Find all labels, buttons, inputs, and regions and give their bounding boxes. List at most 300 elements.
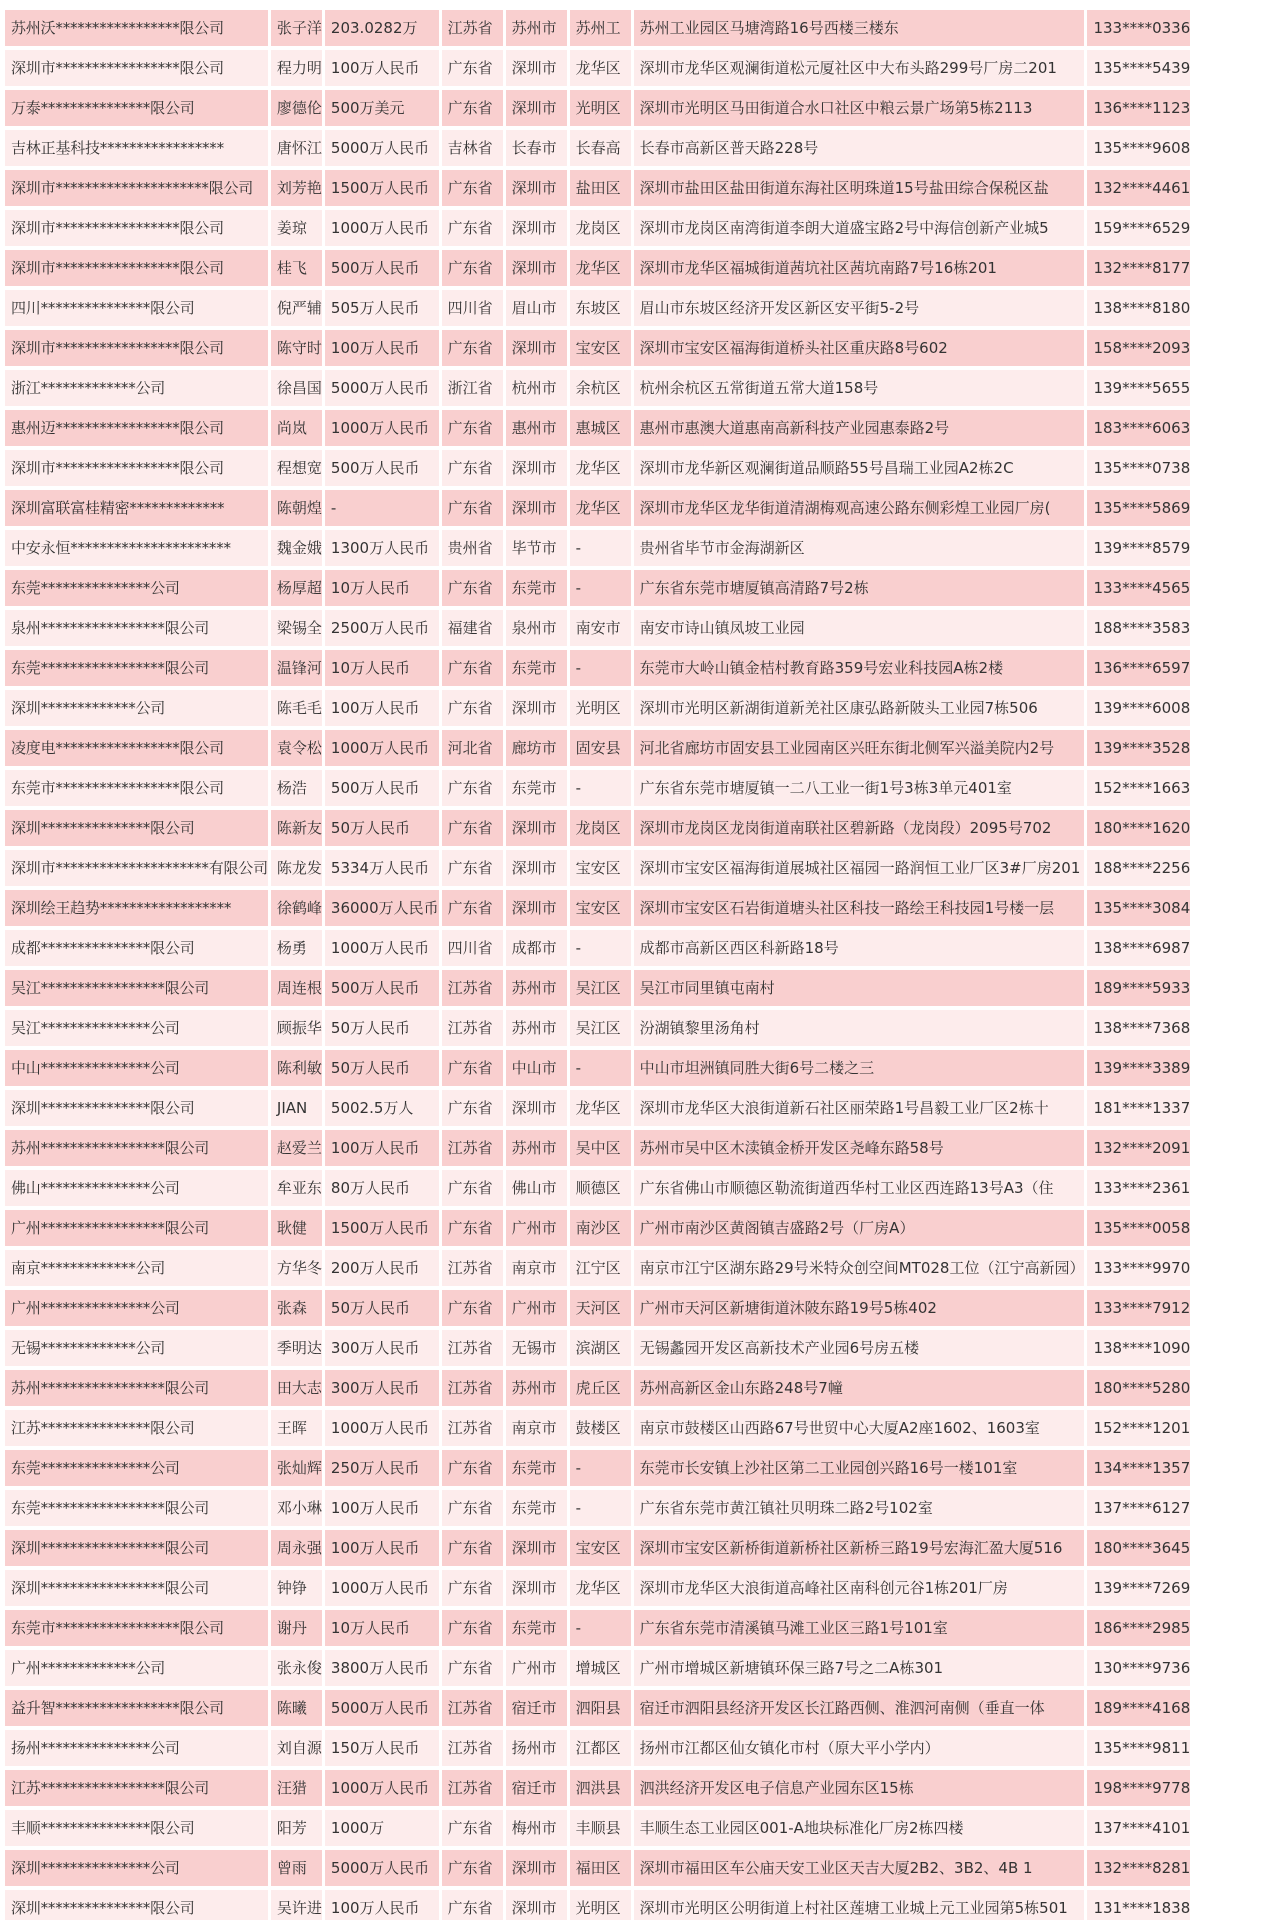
registered-capital-cell: - — [325, 490, 439, 526]
company-name-cell: 深圳*****************限公司 — [5, 1530, 268, 1566]
company-name-cell: 浙江*************公司 — [5, 370, 268, 406]
company-name-cell: 深圳*****************限公司 — [5, 1570, 268, 1606]
phone-cell: 139****8579 — [1087, 530, 1190, 566]
legal-rep-cell: 陈守时 — [271, 330, 322, 366]
company-name-cell: 吴江***************公司 — [5, 1010, 268, 1046]
province-cell: 广东省 — [442, 1530, 503, 1566]
address-cell: 丰顺生态工业园区001-A地块标准化厂房2栋四楼 — [634, 1810, 1085, 1846]
province-cell: 江苏省 — [442, 10, 503, 46]
phone-cell: 135****3084 — [1087, 890, 1190, 926]
company-name-cell: 苏州*****************限公司 — [5, 1130, 268, 1166]
company-name-cell: 丰顺***************限公司 — [5, 1810, 268, 1846]
company-name-cell: 无锡*************公司 — [5, 1330, 268, 1366]
table-row — [5, 1410, 1190, 1446]
table-row — [5, 1330, 1190, 1366]
table-row — [5, 90, 1190, 126]
registered-capital-cell: 50万人民币 — [325, 1050, 439, 1086]
legal-rep-cell: 方华冬 — [271, 1250, 322, 1286]
legal-rep-cell: 陈龙发 — [271, 850, 322, 886]
province-cell: 广东省 — [442, 1570, 503, 1606]
registered-capital-cell: 10万人民币 — [325, 1610, 439, 1646]
registered-capital-cell: 200万人民币 — [325, 1250, 439, 1286]
district-cell: 龙华区 — [570, 250, 631, 286]
registered-capital-cell: 150万人民币 — [325, 1730, 439, 1766]
city-cell: 深圳市 — [506, 210, 567, 246]
province-cell: 江苏省 — [442, 1770, 503, 1806]
district-cell: 光明区 — [570, 1890, 631, 1920]
province-cell: 广东省 — [442, 1090, 503, 1126]
phone-cell: 138****8180 — [1087, 290, 1190, 326]
district-cell: 龙华区 — [570, 1570, 631, 1606]
registered-capital-cell: 100万人民币 — [325, 690, 439, 726]
district-cell: 龙华区 — [570, 50, 631, 86]
address-cell: 杭州余杭区五常街道五常大道158号 — [634, 370, 1085, 406]
company-name-cell: 东莞***************公司 — [5, 1450, 268, 1486]
phone-cell: 139****6008 — [1087, 690, 1190, 726]
district-cell: 光明区 — [570, 90, 631, 126]
company-name-cell: 江苏*****************限公司 — [5, 1770, 268, 1806]
legal-rep-cell: 尚岚 — [271, 410, 322, 446]
table-row — [5, 530, 1190, 566]
address-cell: 深圳市光明区公明街道上村社区莲塘工业城上元工业园第5栋501 — [634, 1890, 1085, 1920]
phone-cell: 180****1620 — [1087, 810, 1190, 846]
province-cell: 广东省 — [442, 1890, 503, 1920]
registered-capital-cell: 100万人民币 — [325, 330, 439, 366]
district-cell: - — [570, 530, 631, 566]
city-cell: 泉州市 — [506, 610, 567, 646]
table-row — [5, 1170, 1190, 1206]
city-cell: 广州市 — [506, 1650, 567, 1686]
province-cell: 广东省 — [442, 90, 503, 126]
table-row — [5, 1850, 1190, 1886]
city-cell: 深圳市 — [506, 490, 567, 526]
company-name-cell: 佛山***************公司 — [5, 1170, 268, 1206]
registered-capital-cell: 203.0282万 — [325, 10, 439, 46]
table-row — [5, 1450, 1190, 1486]
legal-rep-cell: 梁锡全 — [271, 610, 322, 646]
legal-rep-cell: 邓小琳 — [271, 1490, 322, 1526]
table-row — [5, 1610, 1190, 1646]
district-cell: 江宁区 — [570, 1250, 631, 1286]
district-cell: - — [570, 1490, 631, 1526]
company-name-cell: 广州*************公司 — [5, 1650, 268, 1686]
address-cell: 广东省佛山市顺德区勒流街道西华村工业区西连路13号A3（住 — [634, 1170, 1085, 1206]
district-cell: 固安县 — [570, 730, 631, 766]
registered-capital-cell: 10万人民币 — [325, 650, 439, 686]
district-cell: 江都区 — [570, 1730, 631, 1766]
table-row — [5, 1210, 1190, 1246]
table-row — [5, 570, 1190, 606]
province-cell: 广东省 — [442, 890, 503, 926]
address-cell: 惠州市惠澳大道惠南高新科技产业园惠泰路2号 — [634, 410, 1085, 446]
registered-capital-cell: 100万人民币 — [325, 1890, 439, 1920]
district-cell: - — [570, 770, 631, 806]
province-cell: 江苏省 — [442, 1410, 503, 1446]
district-cell: 顺德区 — [570, 1170, 631, 1206]
phone-cell: 198****9778 — [1087, 1770, 1190, 1806]
legal-rep-cell: 程想宽 — [271, 450, 322, 486]
table-row — [5, 1050, 1190, 1086]
province-cell: 广东省 — [442, 410, 503, 446]
city-cell: 深圳市 — [506, 1570, 567, 1606]
phone-cell: 135****9608 — [1087, 130, 1190, 166]
city-cell: 深圳市 — [506, 1890, 567, 1920]
registered-capital-cell: 5000万人民币 — [325, 370, 439, 406]
legal-rep-cell: 陈曦 — [271, 1690, 322, 1726]
district-cell: 吴中区 — [570, 1130, 631, 1166]
province-cell: 广东省 — [442, 850, 503, 886]
province-cell: 广东省 — [442, 690, 503, 726]
table-row — [5, 890, 1190, 926]
phone-cell: 139****3389 — [1087, 1050, 1190, 1086]
legal-rep-cell: 田大志 — [271, 1370, 322, 1406]
legal-rep-cell: 季明达 — [271, 1330, 322, 1366]
province-cell: 吉林省 — [442, 130, 503, 166]
district-cell: 光明区 — [570, 690, 631, 726]
address-cell: 深圳市龙华区大浪街道新石社区丽荣路1号昌毅工业厂区2栋十 — [634, 1090, 1085, 1126]
registered-capital-cell: 300万人民币 — [325, 1330, 439, 1366]
district-cell: 宝安区 — [570, 850, 631, 886]
address-cell: 广州市南沙区黄阁镇吉盛路2号（厂房A） — [634, 1210, 1085, 1246]
city-cell: 毕节市 — [506, 530, 567, 566]
registered-capital-cell: 500万美元 — [325, 90, 439, 126]
province-cell: 广东省 — [442, 1290, 503, 1326]
company-name-cell: 深圳市*****************限公司 — [5, 50, 268, 86]
city-cell: 深圳市 — [506, 850, 567, 886]
address-cell: 眉山市东坡区经济开发区新区安平街5-2号 — [634, 290, 1085, 326]
province-cell: 河北省 — [442, 730, 503, 766]
legal-rep-cell: 耿健 — [271, 1210, 322, 1246]
address-cell: 扬州市江都区仙女镇化市村（原大平小学内） — [634, 1730, 1085, 1766]
district-cell: 宝安区 — [570, 890, 631, 926]
phone-cell: 139****7269 — [1087, 1570, 1190, 1606]
address-cell: 深圳市龙华区大浪街道高峰社区南科创元谷1栋201厂房 — [634, 1570, 1085, 1606]
phone-cell: 133****2361 — [1087, 1170, 1190, 1206]
address-cell: 广东省东莞市塘厦镇高清路7号2栋 — [634, 570, 1085, 606]
phone-cell: 133****0336 — [1087, 10, 1190, 46]
legal-rep-cell: 唐怀江 — [271, 130, 322, 166]
phone-cell: 138****6987 — [1087, 930, 1190, 966]
city-cell: 深圳市 — [506, 250, 567, 286]
registered-capital-cell: 1000万人民币 — [325, 930, 439, 966]
address-cell: 广东省东莞市塘厦镇一二八工业一街1号3栋3单元401室 — [634, 770, 1085, 806]
table-row — [5, 450, 1190, 486]
city-cell: 苏州市 — [506, 1370, 567, 1406]
company-name-cell: 江苏***************限公司 — [5, 1410, 268, 1446]
city-cell: 南京市 — [506, 1410, 567, 1446]
company-name-cell: 广州***************公司 — [5, 1290, 268, 1326]
legal-rep-cell: 徐昌国 — [271, 370, 322, 406]
province-cell: 广东省 — [442, 1810, 503, 1846]
district-cell: 福田区 — [570, 1850, 631, 1886]
registered-capital-cell: 5002.5万人 — [325, 1090, 439, 1126]
province-cell: 广东省 — [442, 490, 503, 526]
district-cell: 长春高 — [570, 130, 631, 166]
table-row — [5, 1290, 1190, 1326]
city-cell: 宿迁市 — [506, 1770, 567, 1806]
city-cell: 长春市 — [506, 130, 567, 166]
city-cell: 深圳市 — [506, 450, 567, 486]
city-cell: 深圳市 — [506, 330, 567, 366]
registered-capital-cell: 500万人民币 — [325, 450, 439, 486]
table-row — [5, 1010, 1190, 1046]
address-cell: 长春市高新区普天路228号 — [634, 130, 1085, 166]
phone-cell: 133****4565 — [1087, 570, 1190, 606]
table-row — [5, 250, 1190, 286]
phone-cell: 189****5933 — [1087, 970, 1190, 1006]
legal-rep-cell: 周连根 — [271, 970, 322, 1006]
phone-cell: 158****2093 — [1087, 330, 1190, 366]
province-cell: 广东省 — [442, 1170, 503, 1206]
company-name-cell: 深圳***************限公司 — [5, 1090, 268, 1126]
address-cell: 南京市鼓楼区山西路67号世贸中心大厦A2座1602、1603室 — [634, 1410, 1085, 1446]
address-cell: 深圳市宝安区石岩街道塘头社区科技一路绘王科技园1号楼一层 — [634, 890, 1085, 926]
address-cell: 广东省东莞市清溪镇马滩工业区三路1号101室 — [634, 1610, 1085, 1646]
city-cell: 广州市 — [506, 1290, 567, 1326]
registered-capital-cell: 3800万人民币 — [325, 1650, 439, 1686]
province-cell: 广东省 — [442, 770, 503, 806]
legal-rep-cell: 赵爱兰 — [271, 1130, 322, 1166]
legal-rep-cell: 张森 — [271, 1290, 322, 1326]
legal-rep-cell: 王晖 — [271, 1410, 322, 1446]
registered-capital-cell: 250万人民币 — [325, 1450, 439, 1486]
city-cell: 惠州市 — [506, 410, 567, 446]
district-cell: 龙华区 — [570, 1090, 631, 1126]
registered-capital-cell: 100万人民币 — [325, 1130, 439, 1166]
city-cell: 东莞市 — [506, 570, 567, 606]
table-row — [5, 1650, 1190, 1686]
district-cell: 增城区 — [570, 1650, 631, 1686]
address-cell: 深圳市龙华新区观澜街道品顺路55号昌瑞工业园A2栋2C — [634, 450, 1085, 486]
city-cell: 中山市 — [506, 1050, 567, 1086]
city-cell: 梅州市 — [506, 1810, 567, 1846]
company-name-cell: 吉林正基科技***************** — [5, 130, 268, 166]
province-cell: 广东省 — [442, 650, 503, 686]
city-cell: 深圳市 — [506, 1850, 567, 1886]
city-cell: 成都市 — [506, 930, 567, 966]
city-cell: 苏州市 — [506, 970, 567, 1006]
legal-rep-cell: 刘芳艳 — [271, 170, 322, 206]
registered-capital-cell: 1000万人民币 — [325, 1770, 439, 1806]
province-cell: 广东省 — [442, 1050, 503, 1086]
table-row — [5, 1130, 1190, 1166]
table-row — [5, 970, 1190, 1006]
legal-rep-cell: 杨浩 — [271, 770, 322, 806]
legal-rep-cell: 阳芳 — [271, 1810, 322, 1846]
phone-cell: 135****9811 — [1087, 1730, 1190, 1766]
district-cell: 龙岗区 — [570, 810, 631, 846]
province-cell: 广东省 — [442, 210, 503, 246]
phone-cell: 180****3645 — [1087, 1530, 1190, 1566]
registered-capital-cell: 5334万人民币 — [325, 850, 439, 886]
address-cell: 南京市江宁区湖东路29号米特众创空间MT028工位（江宁高新园） — [634, 1250, 1085, 1286]
address-cell: 深圳市光明区新湖街道新羌社区康弘路新陂头工业园7栋506 — [634, 690, 1085, 726]
province-cell: 广东省 — [442, 1210, 503, 1246]
legal-rep-cell: JIAN — [271, 1090, 322, 1126]
city-cell: 东莞市 — [506, 650, 567, 686]
province-cell: 江苏省 — [442, 1330, 503, 1366]
province-cell: 广东省 — [442, 450, 503, 486]
address-cell: 深圳市宝安区福海街道桥头社区重庆路8号602 — [634, 330, 1085, 366]
company-name-cell: 凌度电*****************限公司 — [5, 730, 268, 766]
city-cell: 眉山市 — [506, 290, 567, 326]
city-cell: 杭州市 — [506, 370, 567, 406]
city-cell: 东莞市 — [506, 1490, 567, 1526]
phone-cell: 138****1090 — [1087, 1330, 1190, 1366]
company-name-cell: 苏州*****************限公司 — [5, 1370, 268, 1406]
company-name-cell: 苏州沃*****************限公司 — [5, 10, 268, 46]
legal-rep-cell: 顾振华 — [271, 1010, 322, 1046]
table-row — [5, 1370, 1190, 1406]
legal-rep-cell: 袁令松 — [271, 730, 322, 766]
legal-rep-cell: 倪严辅 — [271, 290, 322, 326]
province-cell: 广东省 — [442, 810, 503, 846]
district-cell: 泗阳县 — [570, 1690, 631, 1726]
province-cell: 江苏省 — [442, 1250, 503, 1286]
phone-cell: 132****8177 — [1087, 250, 1190, 286]
registered-capital-cell: 100万人民币 — [325, 1530, 439, 1566]
province-cell: 贵州省 — [442, 530, 503, 566]
address-cell: 河北省廊坊市固安县工业园南区兴旺东街北侧军兴溢美院内2号 — [634, 730, 1085, 766]
company-name-cell: 扬州***************公司 — [5, 1730, 268, 1766]
city-cell: 广州市 — [506, 1210, 567, 1246]
registered-capital-cell: 500万人民币 — [325, 770, 439, 806]
table-row — [5, 1890, 1190, 1920]
company-name-cell: 东莞*****************限公司 — [5, 1490, 268, 1526]
table-row — [5, 1570, 1190, 1606]
address-cell: 东莞市大岭山镇金桔村教育路359号宏业科技园A栋2楼 — [634, 650, 1085, 686]
registered-capital-cell: 1000万人民币 — [325, 1570, 439, 1606]
registered-capital-cell: 50万人民币 — [325, 810, 439, 846]
company-name-cell: 深圳***************限公司 — [5, 810, 268, 846]
phone-cell: 132****2091 — [1087, 1130, 1190, 1166]
table-row — [5, 770, 1190, 806]
phone-cell: 159****6529 — [1087, 210, 1190, 246]
address-cell: 深圳市龙华区龙华街道清湖梅观高速公路东侧彩煌工业园厂房( — [634, 490, 1085, 526]
district-cell: 东坡区 — [570, 290, 631, 326]
company-name-cell: 东莞市*****************限公司 — [5, 770, 268, 806]
province-cell: 广东省 — [442, 1850, 503, 1886]
district-cell: 吴江区 — [570, 970, 631, 1006]
province-cell: 江苏省 — [442, 970, 503, 1006]
legal-rep-cell: 吴许进 — [271, 1890, 322, 1920]
registered-capital-cell: 5000万人民币 — [325, 1850, 439, 1886]
address-cell: 南安市诗山镇凤坡工业园 — [634, 610, 1085, 646]
company-name-cell: 深圳富联富桂精密************* — [5, 490, 268, 526]
district-cell: - — [570, 1450, 631, 1486]
phone-cell: 137****6127 — [1087, 1490, 1190, 1526]
table-row — [5, 1490, 1190, 1526]
legal-rep-cell: 张子洋 — [271, 10, 322, 46]
city-cell: 苏州市 — [506, 1010, 567, 1046]
phone-cell: 135****0058 — [1087, 1210, 1190, 1246]
legal-rep-cell: 刘自源 — [271, 1730, 322, 1766]
table-row — [5, 50, 1190, 86]
province-cell: 江苏省 — [442, 1010, 503, 1046]
company-name-cell: 四川***************限公司 — [5, 290, 268, 326]
address-cell: 深圳市龙岗区南湾街道李朗大道盛宝路2号中海信创新产业城5 — [634, 210, 1085, 246]
city-cell: 深圳市 — [506, 890, 567, 926]
address-cell: 苏州市吴中区木渎镇金桥开发区尧峰东路58号 — [634, 1130, 1085, 1166]
address-cell: 苏州高新区金山东路248号7幢 — [634, 1370, 1085, 1406]
address-cell: 吴江市同里镇屯南村 — [634, 970, 1085, 1006]
legal-rep-cell: 廖德伦 — [271, 90, 322, 126]
phone-cell: 132****8281 — [1087, 1850, 1190, 1886]
phone-cell: 152****1663 — [1087, 770, 1190, 806]
company-name-cell: 深圳市*********************有限公司 — [5, 850, 268, 886]
address-cell: 无锡蠡园开发区高新技术产业园6号房五楼 — [634, 1330, 1085, 1366]
legal-rep-cell: 杨勇 — [271, 930, 322, 966]
company-name-cell: 深圳***************公司 — [5, 1850, 268, 1886]
table-row — [5, 650, 1190, 686]
phone-cell: 138****7368 — [1087, 1010, 1190, 1046]
company-name-cell: 深圳***************限公司 — [5, 1890, 268, 1920]
registered-capital-cell: 1500万人民币 — [325, 1210, 439, 1246]
city-cell: 廊坊市 — [506, 730, 567, 766]
table-row — [5, 490, 1190, 526]
legal-rep-cell: 谢丹 — [271, 1610, 322, 1646]
district-cell: 宝安区 — [570, 1530, 631, 1566]
province-cell: 江苏省 — [442, 1370, 503, 1406]
address-cell: 深圳市龙岗区龙岗街道南联社区碧新路（龙岗段）2095号702 — [634, 810, 1085, 846]
company-table — [2, 6, 1193, 1920]
address-cell: 深圳市宝安区新桥街道新桥社区新桥三路19号宏海汇盈大厦516 — [634, 1530, 1085, 1566]
company-name-cell: 广州*****************限公司 — [5, 1210, 268, 1246]
district-cell: 宝安区 — [570, 330, 631, 366]
legal-rep-cell: 陈朝煌 — [271, 490, 322, 526]
registered-capital-cell: 100万人民币 — [325, 50, 439, 86]
table-row — [5, 330, 1190, 366]
province-cell: 广东省 — [442, 170, 503, 206]
table-row — [5, 930, 1190, 966]
address-cell: 深圳市盐田区盐田街道东海社区明珠道15号盐田综合保税区盐 — [634, 170, 1085, 206]
city-cell: 深圳市 — [506, 50, 567, 86]
company-name-cell: 泉州*****************限公司 — [5, 610, 268, 646]
district-cell: 惠城区 — [570, 410, 631, 446]
province-cell: 广东省 — [442, 1450, 503, 1486]
company-name-cell: 中安永恒********************** — [5, 530, 268, 566]
province-cell: 广东省 — [442, 50, 503, 86]
phone-cell: 188****2256 — [1087, 850, 1190, 886]
district-cell: - — [570, 1050, 631, 1086]
city-cell: 深圳市 — [506, 1530, 567, 1566]
table-row — [5, 1530, 1190, 1566]
registered-capital-cell: 1000万人民币 — [325, 1410, 439, 1446]
address-cell: 深圳市光明区马田街道合水口社区中粮云景广场第5栋2113 — [634, 90, 1085, 126]
registered-capital-cell: 50万人民币 — [325, 1010, 439, 1046]
district-cell: 龙华区 — [570, 490, 631, 526]
table-row — [5, 210, 1190, 246]
phone-cell: 137****4101 — [1087, 1810, 1190, 1846]
legal-rep-cell: 张灿辉 — [271, 1450, 322, 1486]
company-name-cell: 深圳*************公司 — [5, 690, 268, 726]
table-row — [5, 1690, 1190, 1726]
company-name-cell: 深圳市*********************限公司 — [5, 170, 268, 206]
legal-rep-cell: 曾雨 — [271, 1850, 322, 1886]
province-cell: 广东省 — [442, 1650, 503, 1686]
table-row — [5, 130, 1190, 166]
address-cell: 广东省东莞市黄江镇社贝明珠二路2号102室 — [634, 1490, 1085, 1526]
phone-cell: 135****0738 — [1087, 450, 1190, 486]
city-cell: 深圳市 — [506, 170, 567, 206]
district-cell: 盐田区 — [570, 170, 631, 206]
legal-rep-cell: 魏金娥 — [271, 530, 322, 566]
district-cell: 丰顺县 — [570, 1810, 631, 1846]
company-name-cell: 东莞***************公司 — [5, 570, 268, 606]
province-cell: 四川省 — [442, 290, 503, 326]
company-name-cell: 深圳市*****************限公司 — [5, 210, 268, 246]
phone-cell: 181****1337 — [1087, 1090, 1190, 1126]
